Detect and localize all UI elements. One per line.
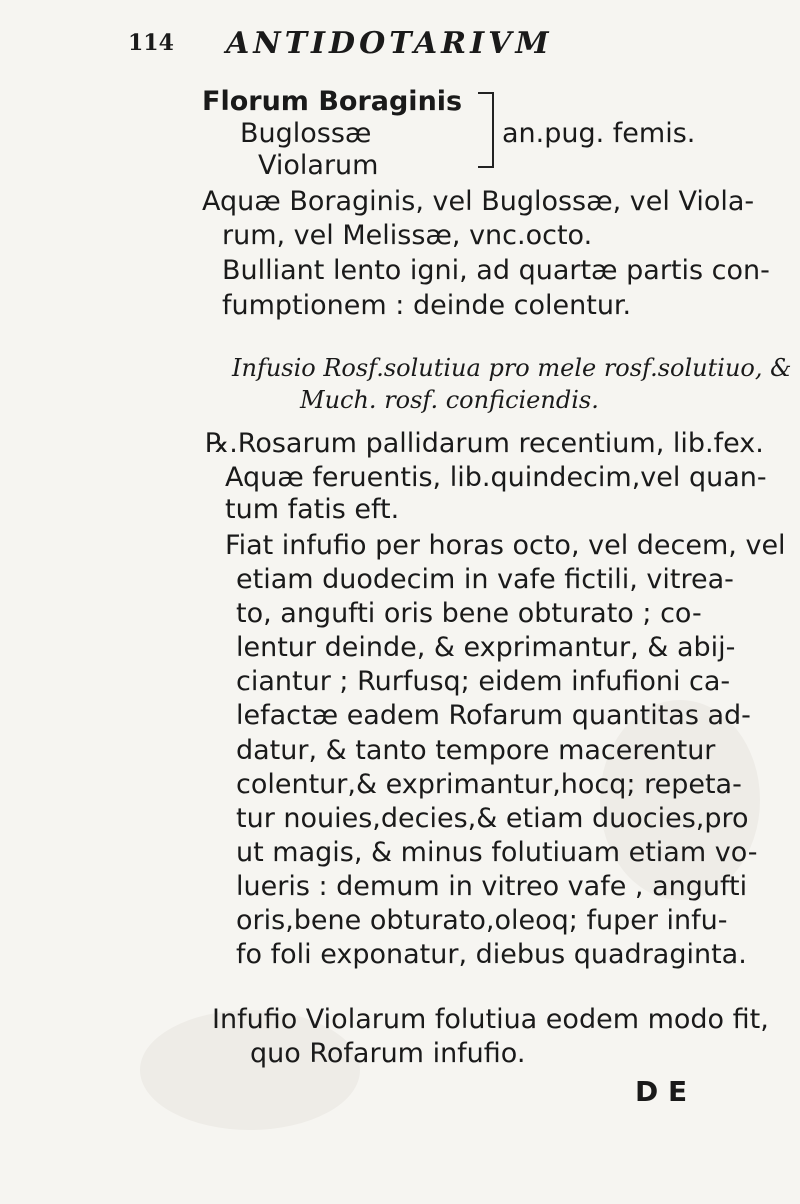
recipe-line: lueris : demum in vitreo vafe , angufti bbox=[236, 871, 748, 902]
recipe-line: Aquæ feruentis, lib.quindecim,vel quan- bbox=[225, 462, 767, 493]
recipe-line: to, angufti oris bene obturato ; co- bbox=[236, 598, 702, 629]
recipe-line: Aquæ Boraginis, vel Buglossæ, vel Viola- bbox=[202, 186, 755, 217]
catchword: D E bbox=[635, 1075, 688, 1108]
recipe-line: lefactæ eadem Rofarum quantitas ad- bbox=[236, 700, 751, 731]
page-number: 114 bbox=[128, 30, 174, 56]
recipe-line: lentur deinde, & exprimantur, & abij- bbox=[236, 632, 736, 663]
recipe-line: etiam duodecim in vafe fictili, vitrea- bbox=[236, 564, 734, 595]
recipe-line: tum fatis eft. bbox=[225, 494, 400, 525]
ingredient-line: Violarum bbox=[258, 150, 379, 181]
recipe-line: ℞.Rosarum pallidarum recentium, lib.fex. bbox=[205, 428, 764, 459]
recipe-line: ut magis, & minus folutiuam etiam vo- bbox=[236, 837, 758, 868]
grouping-brace bbox=[478, 92, 494, 168]
recipe-line: fumptionem : deinde colentur. bbox=[222, 290, 632, 321]
recipe-line: Infufio Violarum folutiua eodem modo fit, bbox=[212, 1004, 769, 1035]
recipe-line: quo Rofarum infufio. bbox=[250, 1038, 526, 1069]
recipe-line: datur, & tanto tempore macerentur bbox=[236, 735, 716, 766]
section-title: Infusio Rosf.solutiua pro mele rosf.solutiuo, & bbox=[232, 354, 792, 382]
recipe-line: rum, vel Melissæ, vnc.octo. bbox=[222, 220, 593, 251]
recipe-line: Bulliant lento igni, ad quartæ partis con- bbox=[222, 255, 770, 286]
running-head: ANTIDOTARIVM bbox=[226, 26, 553, 61]
recipe-line: ciantur ; Rurfusq; eidem infufioni ca- bbox=[236, 666, 731, 697]
recipe-line: oris,bene obturato,oleoq; fuper infu- bbox=[236, 905, 728, 936]
ingredient-line: Buglossæ bbox=[240, 118, 372, 149]
recipe-line: tur nouies,decies,& etiam duocies,pro bbox=[236, 803, 749, 834]
page-header bbox=[118, 26, 638, 66]
recipe-line: Fiat infufio per horas octo, vel decem, vel bbox=[225, 530, 786, 561]
dose-text: an.pug. femis. bbox=[502, 118, 696, 149]
section-title: Much. rosf. conficiendis. bbox=[300, 386, 599, 414]
ingredient-line: Florum Boraginis bbox=[202, 86, 463, 117]
recipe-line: fo foli exponatur, diebus quadraginta. bbox=[236, 939, 747, 970]
recipe-line: colentur,& exprimantur,hocq; repeta- bbox=[236, 769, 742, 800]
